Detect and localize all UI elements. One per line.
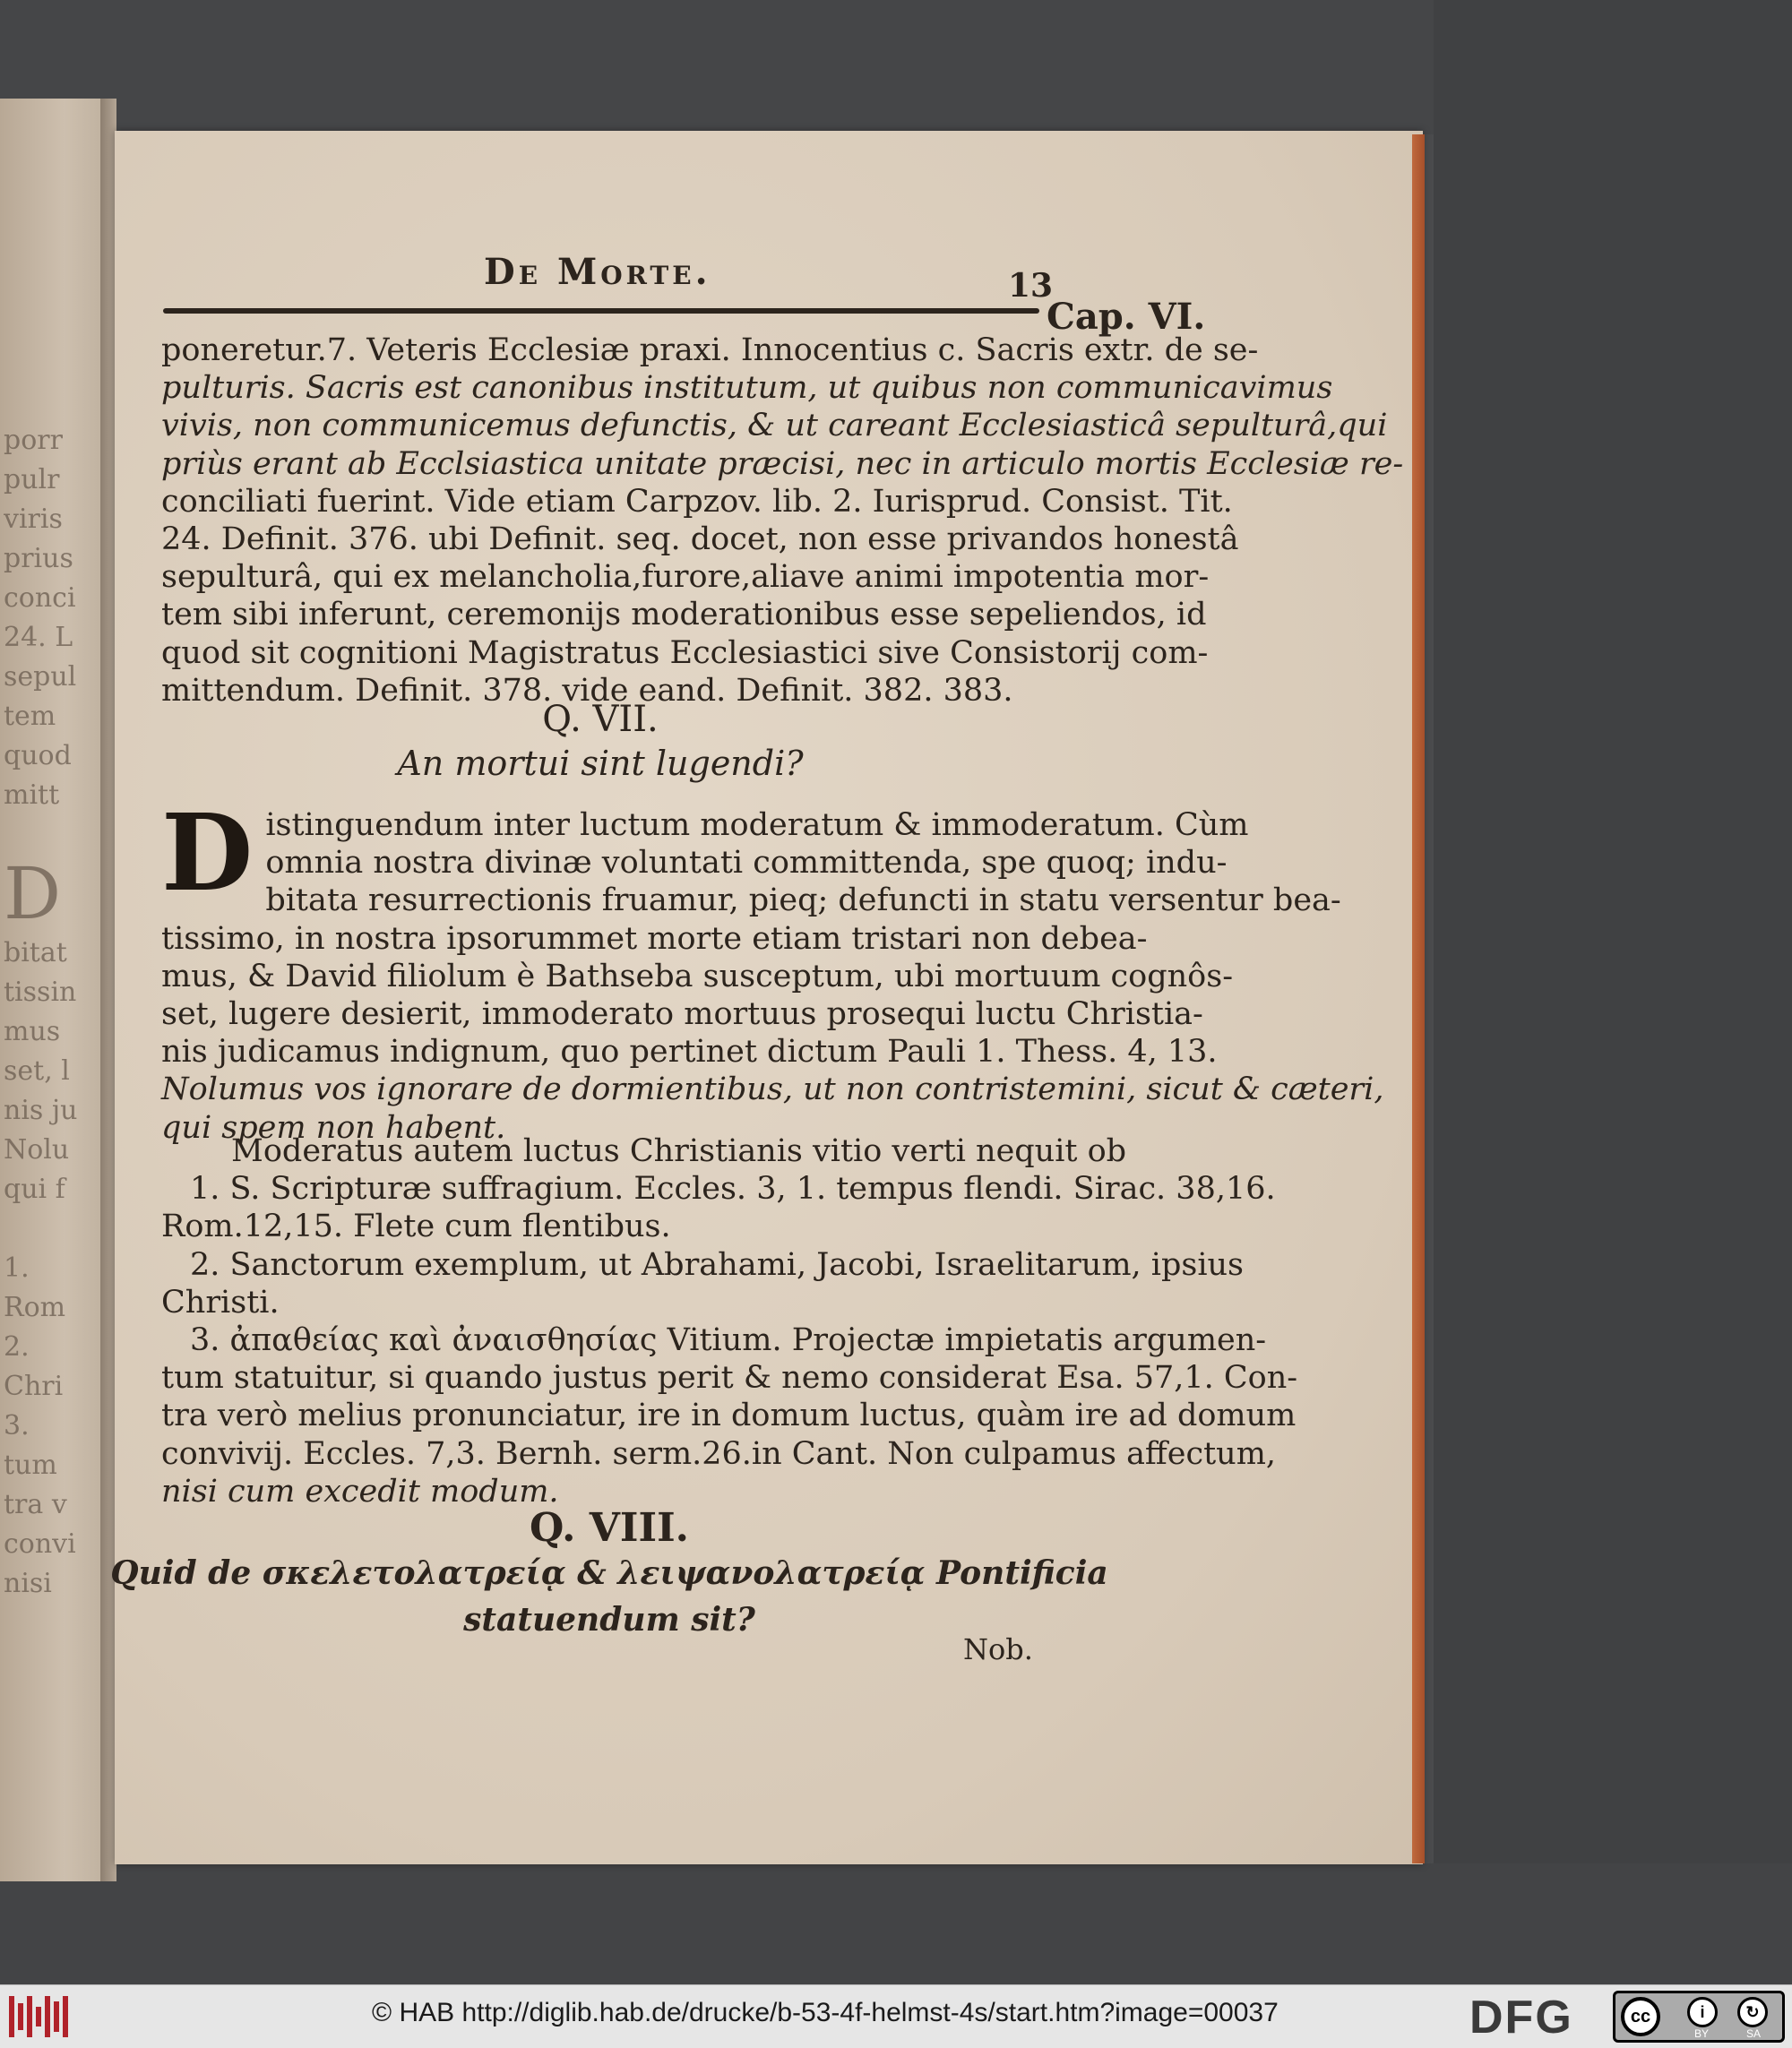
scan-backdrop-bottom bbox=[0, 1863, 1792, 1984]
previous-page-fragment: mus bbox=[4, 1016, 61, 1047]
previous-page-fragments bbox=[4, 421, 102, 1604]
text-line: Nolumus vos ignorare de dormientibus, ut non contristemini, sicut & cæteri, bbox=[161, 1071, 1384, 1108]
previous-page-fragment: tum bbox=[4, 1450, 57, 1481]
list-item: 3. ἀπαθείας καὶ ἀναισθησίας Vitium. Projectæ impietatis argumen- bbox=[190, 1322, 1267, 1359]
previous-page-fragment: nisi bbox=[4, 1568, 52, 1599]
text-line: poneretur.7. Veteris Ecclesiæ praxi. Innocentius c. Sacris extr. de se- bbox=[161, 332, 1259, 368]
previous-page-fragment: pulr bbox=[4, 464, 60, 495]
previous-page-fragment: sepul bbox=[4, 661, 77, 693]
text-line: mittendum. Definit. 378. vide eand. Definit. 382. 383. bbox=[161, 672, 1013, 709]
scan-backdrop-right bbox=[1434, 0, 1792, 1984]
list-item-continuation: tra verò melius pronunciatur, ire in domum luctus, quàm ire ad domum bbox=[161, 1398, 1297, 1434]
previous-page-fragment: mitt bbox=[4, 779, 60, 811]
text-line: set, lugere desierit, immoderato mortuus prosequi luctu Christia- bbox=[161, 996, 1203, 1033]
text-line: 24. Definit. 376. ubi Definit. seq. docet, non esse privandos honestâ bbox=[161, 521, 1239, 558]
previous-page-fragment: tem bbox=[4, 701, 56, 732]
list-item-continuation: nisi cum excedit modum. bbox=[161, 1473, 559, 1510]
viewer-footer bbox=[0, 1984, 1792, 2048]
source-caption[interactable]: © HAB http://diglib.hab.de/drucke/b-53-4f-helmst-4s/start.htm?image=00037 bbox=[372, 1998, 1279, 2027]
running-head: De Morte. bbox=[484, 251, 711, 293]
previous-page-fragment: tra v bbox=[4, 1489, 67, 1520]
reasons-list bbox=[161, 1132, 1298, 1510]
previous-page-fragment: 24. L bbox=[4, 622, 73, 653]
previous-page-fragment: qui f bbox=[4, 1174, 65, 1205]
sa-label: SA bbox=[1746, 2027, 1762, 2040]
text-line: quod sit cognitioni Magistratus Ecclesiastici sive Consistorij com- bbox=[161, 634, 1209, 671]
text-line: nis judicamus indignum, quo pertinet dictum Pauli 1. Thess. 4, 13. bbox=[161, 1034, 1218, 1071]
text-line: conciliati fuerint. Vide etiam Carpzov. lib. 2. Iurisprud. Consist. Tit. bbox=[161, 483, 1233, 520]
text-line: sepulturâ, qui ex melancholia,furore,aliave animi impotentia mor- bbox=[161, 559, 1210, 596]
by-label: BY bbox=[1694, 2027, 1710, 2040]
previous-page-fragment: Rom bbox=[4, 1292, 66, 1323]
share-alike-icon: ↻ bbox=[1737, 1997, 1768, 2027]
previous-page-fragment: 2. bbox=[4, 1331, 30, 1363]
previous-page-fragment: bitat bbox=[4, 937, 67, 968]
chapter-reference: Cap. VI. bbox=[1047, 296, 1206, 338]
page-number: 13 bbox=[1008, 267, 1054, 305]
question-7-heading: Q. VII. bbox=[542, 699, 659, 740]
list-item: 1. S. Scripturæ suffragium. Eccles. 3, 1. tempus flendi. Sirac. 38,16. bbox=[190, 1171, 1276, 1208]
text-line: tissimo, in nostra ipsorummet morte etiam tristari non debea- bbox=[161, 920, 1148, 957]
previous-page-fragment bbox=[4, 815, 102, 855]
previous-page-fragment: prius bbox=[4, 543, 73, 574]
question-8-subtitle-cont: statuendum sit? bbox=[463, 1601, 755, 1639]
list-item-continuation: convivij. Eccles. 7,3. Bernh. serm.26.in Cant. Non culpamus affectum, bbox=[161, 1435, 1277, 1472]
previous-page-fragment: viris bbox=[4, 503, 63, 535]
list-item-continuation: Rom.12,15. Flete cum flentibus. bbox=[161, 1209, 671, 1245]
previous-page-fragment: convi bbox=[4, 1528, 76, 1560]
previous-page-fragment: Nolu bbox=[4, 1134, 70, 1166]
text-line: mus, & David filiolum è Bathseba susceptum, ubi mortuum cognôs- bbox=[161, 958, 1234, 994]
question-8-heading: Q. VIII. bbox=[530, 1505, 689, 1551]
page-red-edge bbox=[1412, 134, 1425, 1863]
question-8-subtitle: Quid de σκελετολατρείᾳ & λειψανολατρείᾳ Pontificia bbox=[110, 1554, 1108, 1592]
previous-page-fragment: 1. bbox=[4, 1252, 30, 1284]
text-line: tem sibi inferunt, ceremonijs moderationibus esse sepeliendos, id bbox=[161, 597, 1207, 633]
text-line: priùs erant ab Ecclsiastica unitate præcisi, nec in articulo mortis Ecclesiæ re- bbox=[161, 445, 1404, 482]
list-item-continuation: tum statuitur, si quando justus perit & nemo considerat Esa. 57,1. Con- bbox=[161, 1360, 1298, 1397]
text-line: istinguendum inter luctum moderatum & immoderatum. Cùm bbox=[265, 807, 1249, 843]
previous-page-fragment: tissin bbox=[4, 977, 77, 1008]
list-intro: Moderatus autem luctus Christianis vitio verti nequit ob bbox=[231, 1133, 1127, 1169]
question-7-subtitle: An mortui sint lugendi? bbox=[397, 744, 804, 783]
previous-page-fragment: porr bbox=[4, 425, 63, 456]
list-item: 2. Sanctorum exemplum, ut Abrahami, Jacobi, Israelitarum, ipsius bbox=[190, 1246, 1245, 1283]
cc-icon: cc bbox=[1621, 1997, 1660, 2036]
text-line: pulturis. Sacris est canonibus institutum, ut quibus non communicavimus bbox=[161, 370, 1333, 407]
previous-page-fragment: 3. bbox=[4, 1410, 30, 1441]
previous-page-fragment: Chri bbox=[4, 1371, 64, 1402]
previous-page-fragment: nis ju bbox=[4, 1095, 78, 1126]
question-7-answer bbox=[161, 790, 1384, 1147]
previous-page-fragment: D bbox=[4, 855, 62, 934]
drop-capital: D bbox=[161, 790, 254, 915]
catchword: Nob. bbox=[963, 1632, 1033, 1666]
dfg-logo: DFG bbox=[1469, 1992, 1573, 2044]
text-block-continuation bbox=[161, 331, 1404, 710]
previous-page-fragment: quod bbox=[4, 740, 72, 771]
header-rule bbox=[163, 308, 1039, 314]
text-line: vivis, non communicemus defunctis, & ut careant Ecclesiasticâ sepulturâ,qui bbox=[161, 408, 1388, 444]
attribution-icon: i bbox=[1687, 1997, 1718, 2027]
previous-page-fragment bbox=[4, 1209, 102, 1249]
hab-logo-icon bbox=[9, 1996, 75, 2037]
list-item-continuation: Christi. bbox=[161, 1284, 280, 1321]
previous-page-fragment: set, l bbox=[4, 1055, 70, 1087]
cc-license-badge[interactable] bbox=[1613, 1991, 1785, 2043]
text-line: bitata resurrectionis fruamur, pieq; defuncti in statu versentur bea- bbox=[265, 882, 1341, 919]
previous-page-fragment: conci bbox=[4, 582, 76, 614]
text-line: qui spem non habent. bbox=[161, 1109, 506, 1146]
text-line: omnia nostra divinæ voluntati committenda, spe quoq; indu- bbox=[265, 845, 1228, 882]
